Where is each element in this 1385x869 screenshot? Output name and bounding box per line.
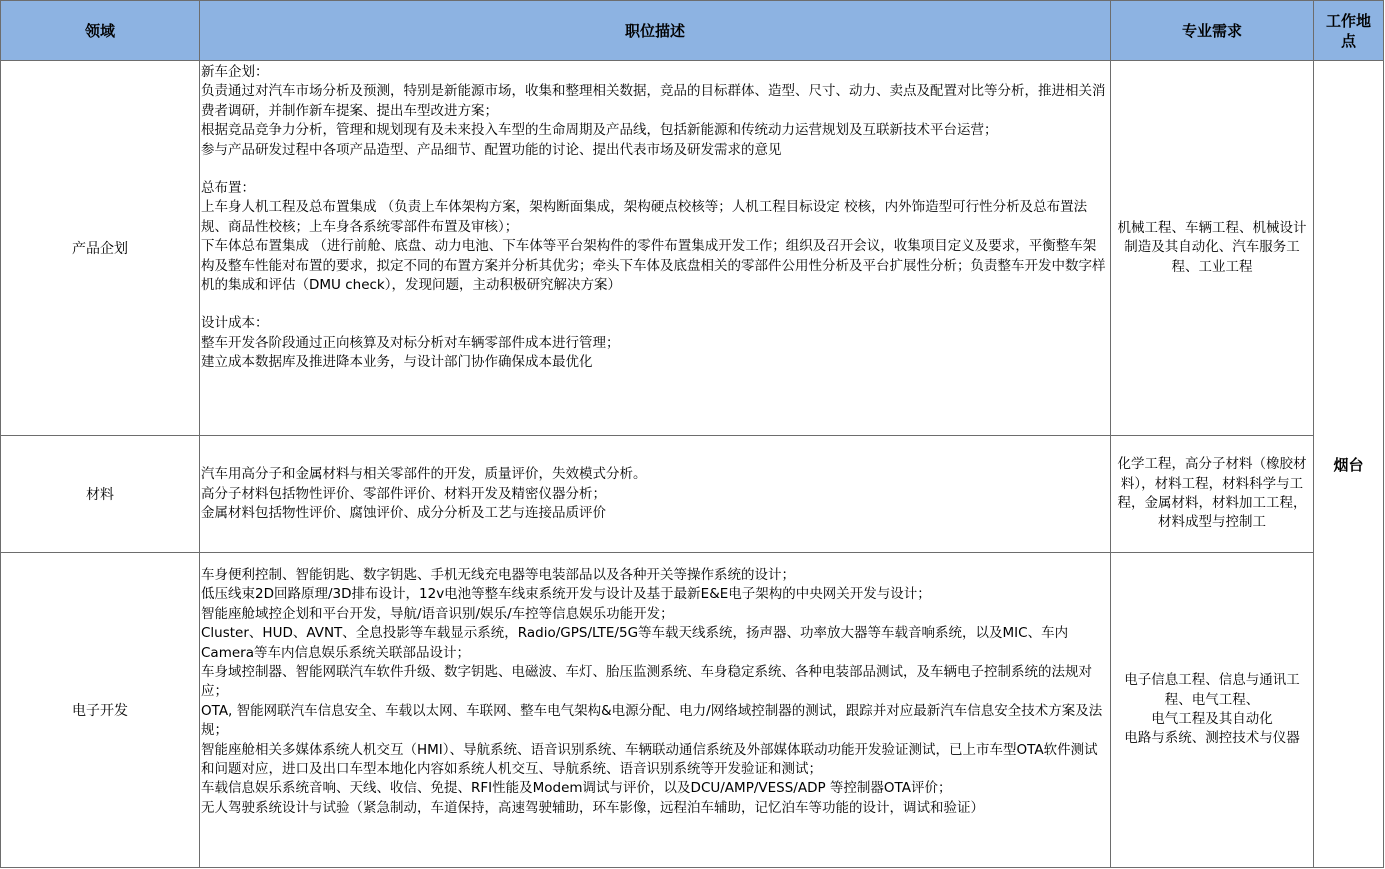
header-major: 专业需求 — [1111, 0, 1314, 61]
desc-line: 智能座舱域控企划和平台开发，导航/语音识别/娱乐/车控等信息娱乐功能开发； — [201, 605, 674, 622]
desc-line: 参与产品研发过程中各项产品造型、产品细节、配置功能的讨论、提出代表市场及研发需求的意见 — [201, 141, 782, 158]
desc-line: 设计成本： — [201, 315, 269, 332]
desc-line: 金属材料包括物性评价、腐蚀评价、成分分析及工艺与连接品质评价 — [201, 505, 606, 522]
row-description-electronics — [200, 553, 1111, 868]
desc-line: 上车身人机工程及总布置集成 （负责上车体架构方案，架构断面集成，架构硬点校核等；人机工程目标设定 校核，内外饰造型可行性分析及总布置法规、商品性校核；上车身各系统零部件布置及审核）； — [201, 199, 1088, 235]
major-text: 机械工程、车辆工程、机械设计制造及其自动化、汽车服务工程、工业工程 — [1117, 219, 1307, 275]
major-text: 化学工程，高分子材料（橡胶材料），材料工程，材料科学与工程，金属材料，材料加工工程，材料成型与控制工 — [1117, 456, 1307, 531]
row-major-materials — [1111, 436, 1314, 553]
header-location: 工作地点 — [1314, 0, 1384, 61]
header-area: 领域 — [0, 0, 200, 61]
row-area-product-planning: 产品企划 — [0, 61, 200, 436]
row-description-product-planning — [200, 61, 1111, 436]
desc-line: Cluster、HUD、AVNT、全息投影等车载显示系统，Radio/GPS/LTE/5G等车载天线系统，扬声器、功率放大器等车载音响系统，以及MIC、车内Camera等车内信息娱乐系统关联部品设计； — [201, 625, 1069, 661]
desc-line: 低压线束2D回路原理/3D排布设计，12v电池等整车线束系统开发与设计及基于最新E&E电子架构的中央网关开发与设计； — [201, 586, 931, 603]
desc-line: 高分子材料包括物性评价、零部件评价、材料开发及精密仪器分析； — [201, 485, 606, 502]
desc-gap — [201, 160, 1106, 179]
row-description-materials — [200, 436, 1111, 553]
desc-line: 车身便利控制、智能钥匙、数字钥匙、手机无线充电器等电装部品以及各种开关等操作系统的设计； — [201, 567, 795, 583]
desc-line: 无人驾驶系统设计与试验（紧急制动，车道保持，高速驾驶辅助，环车影像，远程泊车辅助，记忆泊车等功能的设计，调试和验证） — [201, 799, 984, 816]
row-major-product-planning — [1111, 61, 1314, 436]
desc-gap — [201, 295, 1106, 314]
row-major-electronics — [1111, 553, 1314, 868]
desc-line: OTA, 智能网联汽车信息安全、车载以太网、车联网、整车电气架构&电源分配、电力/网络域控制器的测试，跟踪并对应最新汽车信息安全技术方案及法规； — [201, 702, 1103, 739]
desc-line: 建立成本数据库及推进降本业务，与设计部门协作确保成本最优化 — [201, 354, 593, 371]
desc-line: 汽车用高分子和金属材料与相关零部件的开发，质量评价，失效模式分析。 — [201, 466, 647, 483]
desc-line: 车载信息娱乐系统音响、天线、收信、免提、RFI性能及Modem调试与评价，以及DCU/AMP/VESS/ADP 等控制器OTA评价； — [201, 780, 952, 797]
desc-line: 车身域控制器、智能网联汽车软件升级、数字钥匙、电磁波、车灯、胎压监测系统、车身稳定系统、各种电装部品测试，及车辆电子控制系统的法规对应； — [201, 664, 1092, 700]
desc-line: 根据竞品竞争力分析，管理和规划现有及未来投入车型的生命周期及产品线，包括新能源和传统动力运营规划及互联新技术平台运营； — [201, 122, 998, 139]
desc-line: 总布置： — [201, 180, 255, 197]
major-text: 电子信息工程、信息与通讯工程、电气工程、 电气工程及其自动化 电路与系统、测控技术与仪器 — [1124, 672, 1300, 747]
desc-line: 整车开发各阶段通过正向核算及对标分析对车辆零部件成本进行管理； — [201, 334, 620, 351]
row-area-electronics: 电子开发 — [0, 553, 200, 868]
desc-line: 新车企划： — [201, 64, 269, 80]
row-area-materials: 材料 — [0, 436, 200, 553]
desc-line: 智能座舱相关多媒体系统人机交互（HMI）、导航系统、语音识别系统、车辆联动通信系统及外部媒体联动功能开发验证测试，已上市车型OTA软件测试和问题对应，进口及出口车型本地化内容如系统人机交互、导航系统、语音识别系统等开发验证和测试； — [201, 741, 1098, 778]
desc-line: 下车体总布置集成 （进行前舱、底盘、动力电池、下车体等平台架构件的零件布置集成开发工作；组织及召开会议，收集项目定义及要求，平衡整车架构及整车性能对布置的要求，拟定不同的布置方案并分析其优劣；牵头下车体及底盘相关的零部件公用性分析及平台扩展性分析；负责整车开发中数字样机的集成和评估（DMU check），发现问题，主动积极研究解决方案） — [201, 238, 1106, 294]
location-cell: 烟台 — [1314, 61, 1384, 868]
desc-line: 负责通过对汽车市场分析及预测，特别是新能源市场，收集和整理相关数据，竞品的目标群体、造型、尺寸、动力、卖点及配置对比等分析，推进相关消费者调研，并制作新车提案、提出车型改进方案； — [201, 83, 1106, 119]
header-description: 职位描述 — [200, 0, 1111, 61]
